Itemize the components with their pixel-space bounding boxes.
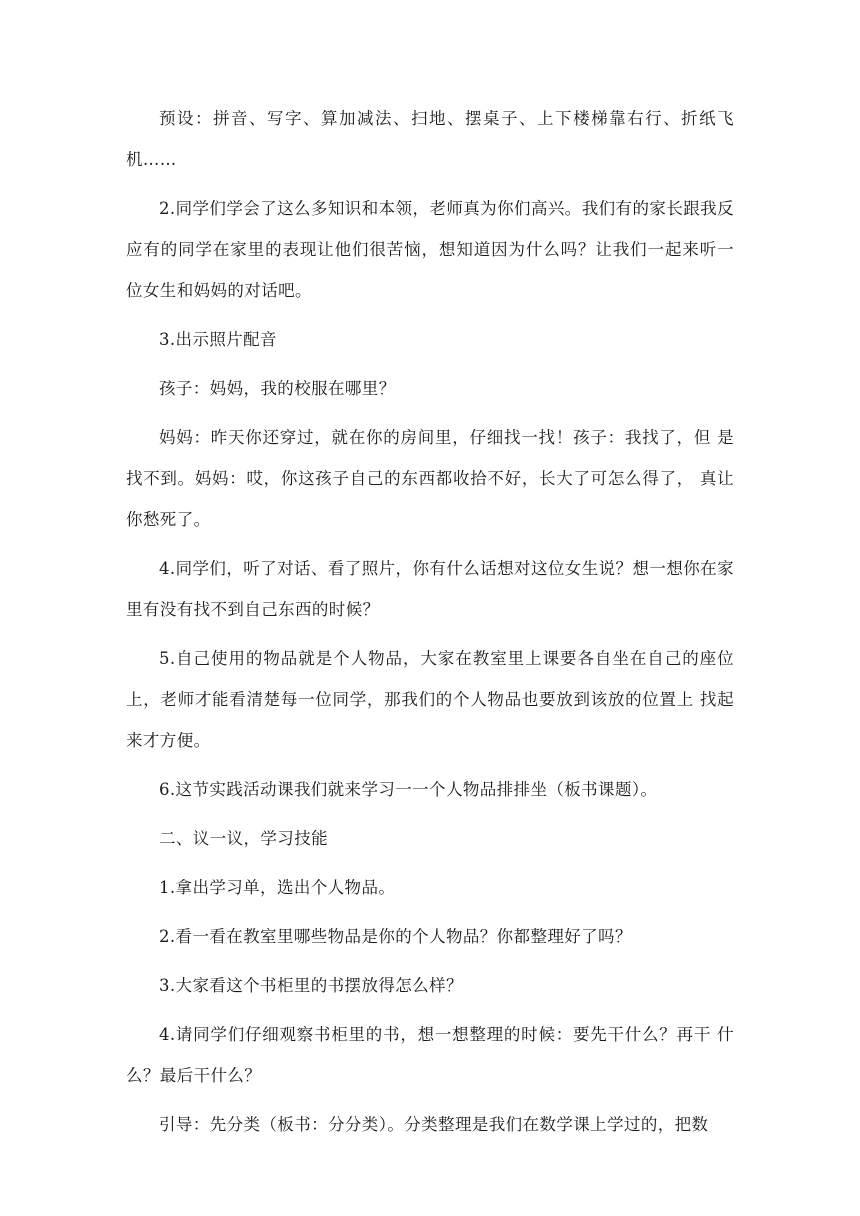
section-heading-2: 二、议一议，学习技能 xyxy=(159,829,328,848)
paragraph-step-3: 3.出示照片配音 xyxy=(159,330,277,349)
paragraph-step-2: 2.同学们学会了这么多知识和本领，老师真为你们高兴。我们有的家长跟我反应有的同学在家里的表现让他们很苦恼，想知道因为什么吗？让我们一起来听一位女生和妈妈的对话吧。 xyxy=(126,199,734,300)
paragraph-step-6: 6.这节实践活动课我们就来学习一一个人物品排排坐（板书课题）。 xyxy=(159,780,658,799)
paragraph-step-4: 4.同学们，听了对话、看了照片，你有什么话想对这位女生说？想一想你在家里有没有找不到自己东西的时候？ xyxy=(126,559,734,619)
paragraph-guidance: 引导：先分类（板书：分分类）。分类整理是我们在数学课上学过的，把数 xyxy=(159,1115,709,1134)
paragraph-item-1: 1.拿出学习单，选出个人物品。 xyxy=(159,878,396,897)
paragraph-child-line: 孩子：妈妈，我的校服在哪里？ xyxy=(159,379,396,398)
paragraph-step-5: 5.自己使用的物品就是个人物品，大家在教室里上课要各自坐在自己的座位上，老师才能看清楚每一位同学，那我们的个人物品也要放到该放的位置上 找起来才方便。 xyxy=(126,649,734,750)
document-body xyxy=(126,98,734,1145)
paragraph-item-2: 2.看一看在教室里哪些物品是你的个人物品？你都整理好了吗？ xyxy=(159,927,632,946)
paragraph-item-3: 3.大家看这个书柜里的书摆放得怎么样？ xyxy=(159,976,463,995)
paragraph-mother-line: 妈妈：昨天你还穿过，就在你的房间里，仔细找一找！孩子：我找了，但 是找不到。妈妈：哎，你这孩子自己的东西都收拾不好，长大了可怎么得了， 真让你愁死了。 xyxy=(126,428,734,529)
paragraph-item-4: 4.请同学们仔细观察书柜里的书，想一想整理的时候：要先干什么？再干 什么？最后干什么？ xyxy=(126,1025,734,1085)
paragraph-preset: 预设：拼音、写字、算加减法、扫地、摆桌子、上下楼梯靠右行、折纸飞机…… xyxy=(126,109,734,169)
